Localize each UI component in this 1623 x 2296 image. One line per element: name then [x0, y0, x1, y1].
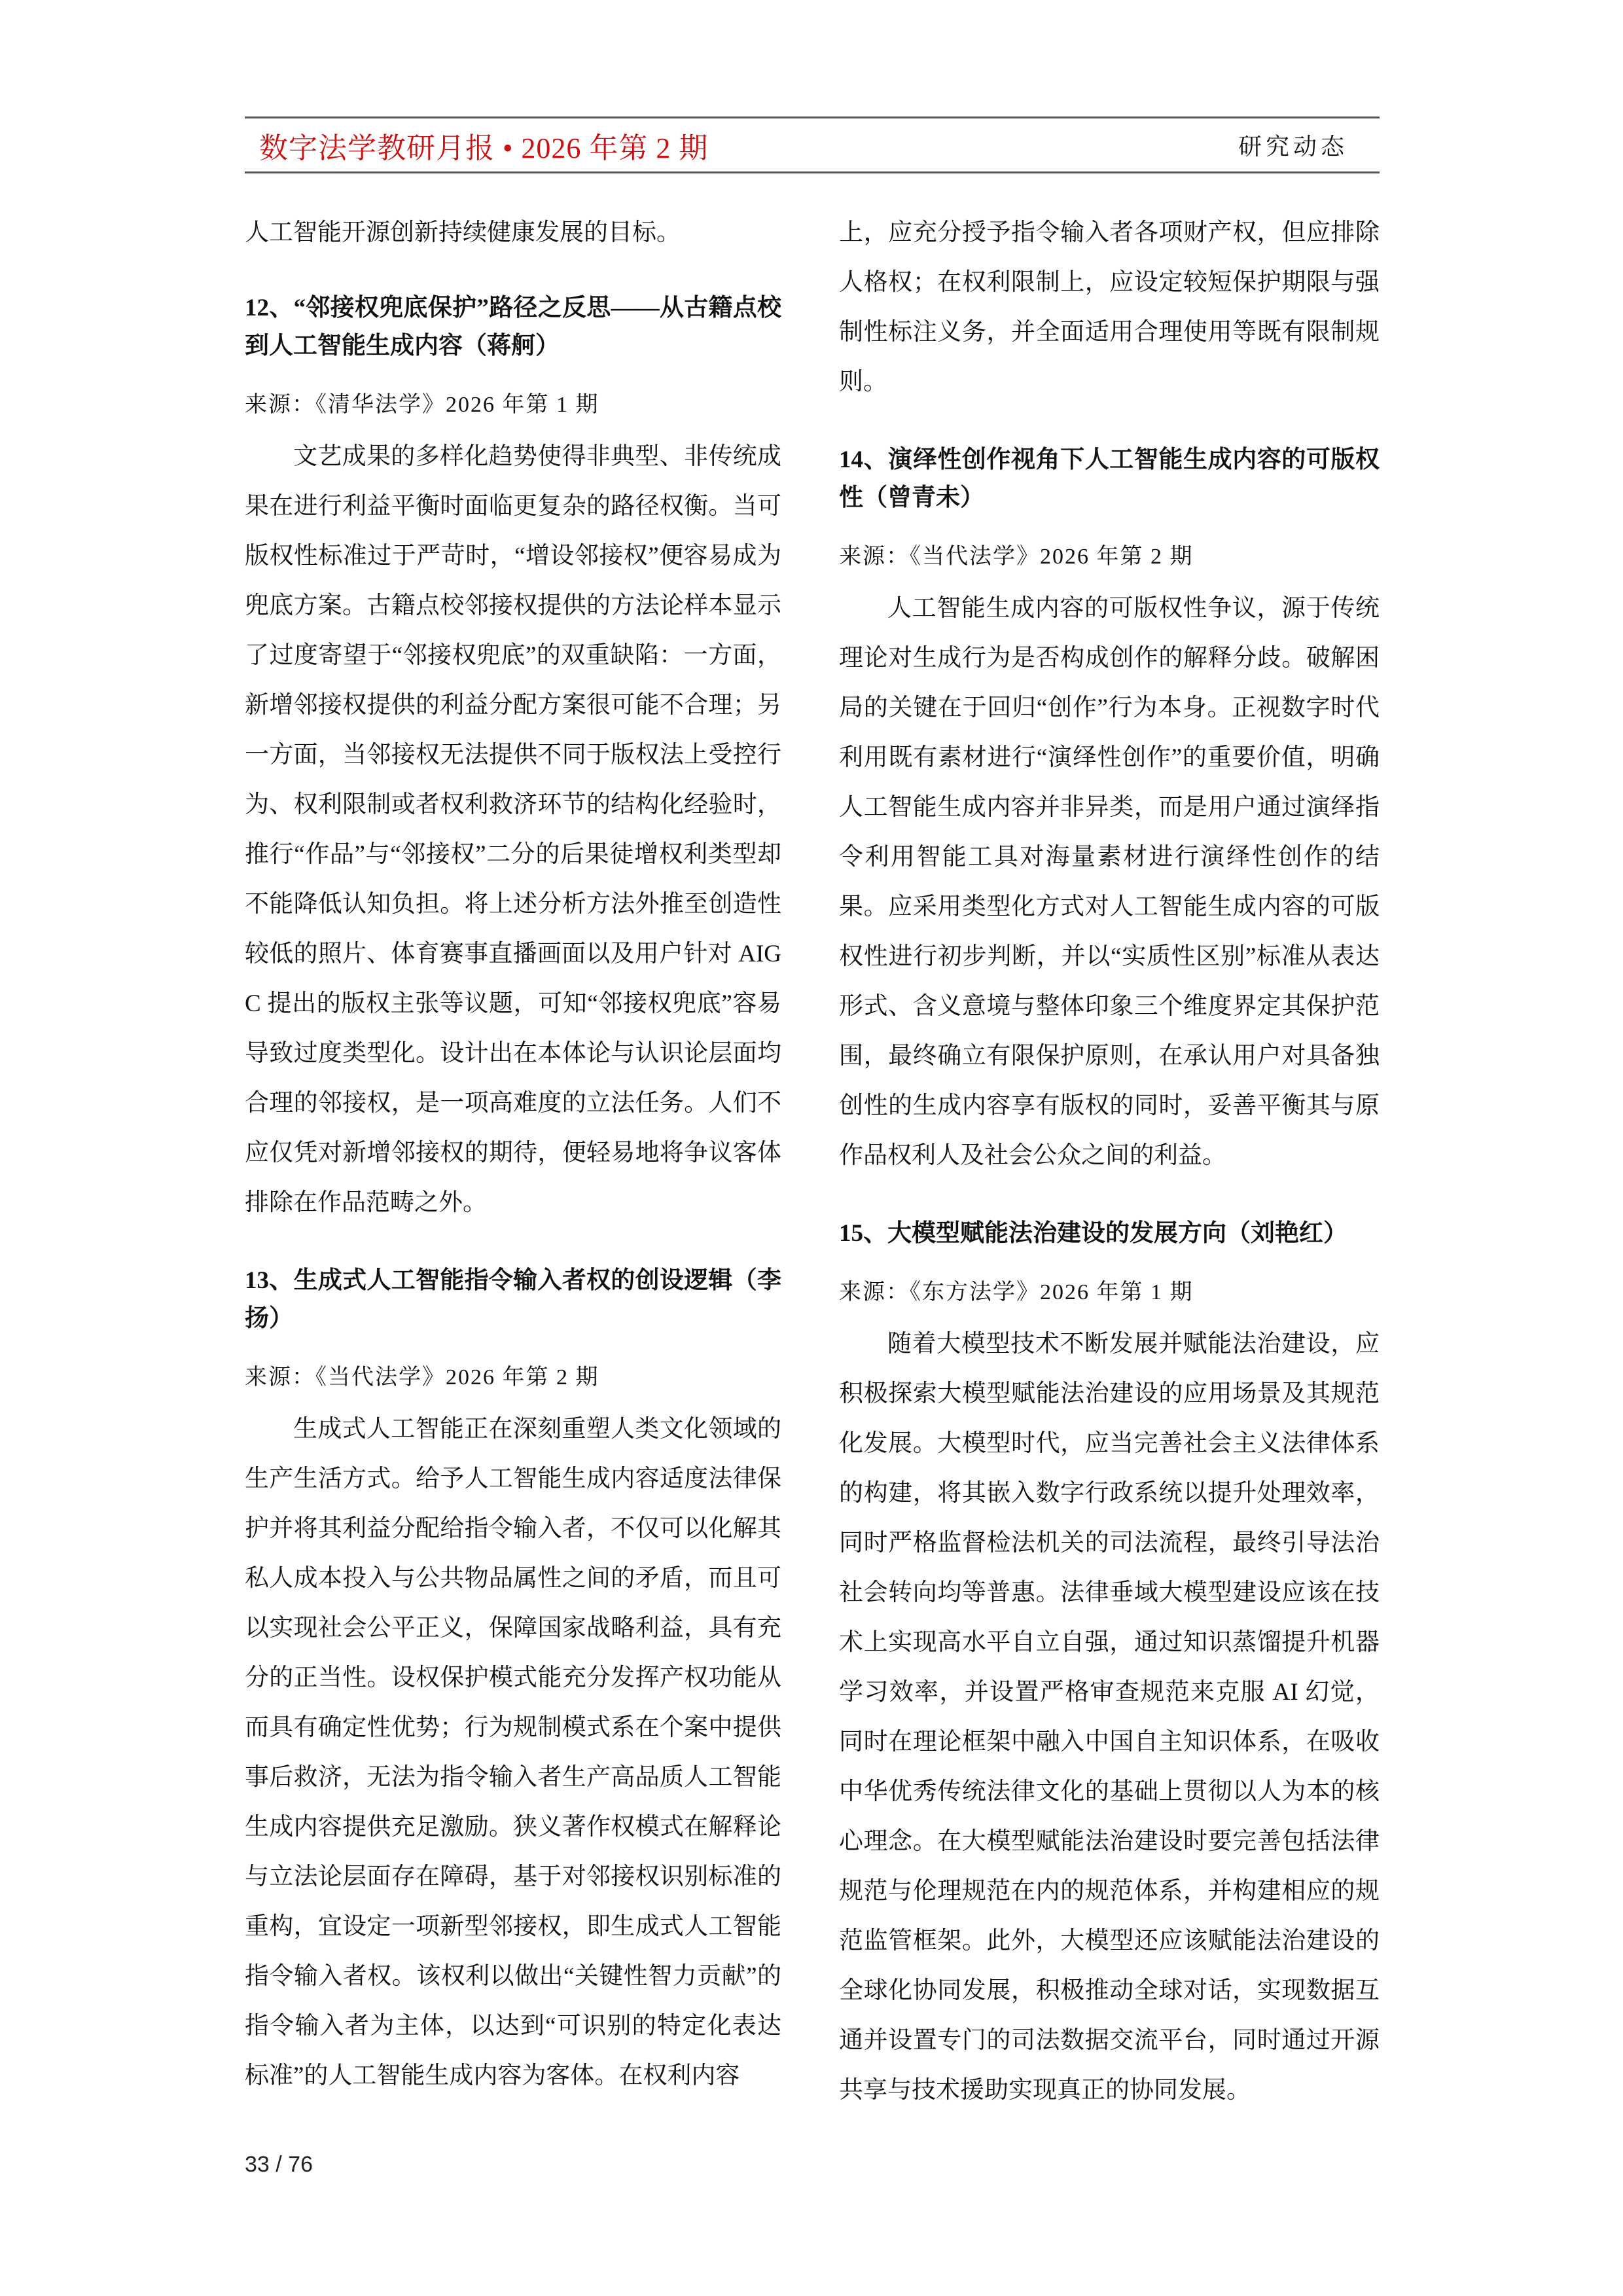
section-label: 研究动态 — [1238, 134, 1348, 160]
header-bottom-rule — [245, 171, 1380, 173]
article-13-title: 13、生成式人工智能指令输入者权的创设逻辑（李扬） — [245, 1267, 781, 1332]
article-12-title: 12、“邻接权兜底保护”路径之反思——从古籍点校到人工智能生成内容（蒋舸） — [245, 295, 781, 359]
article-13-source: 来源：《当代法学》2026 年第 2 期 — [245, 1365, 599, 1390]
article-15-source: 来源：《东方法学》2026 年第 1 期 — [839, 1280, 1194, 1304]
article-13-body: 生成式人工智能正在深刻重塑人类文化领域的生产生活方式。给予人工智能生成内容适度法律保护并将其利益分配给指令输入者，不仅可以化解其私人成本投入与公共物品属性之间的矛盾，而且可以实现社会公平正义，保障国家战略利益，具有充分的正当性。设权保护模式能充分发挥产权功能从而具有确定性优势；行为规制模式系在个案中提供事后救济，无法为指令输入者生产高品质人工智能生成内容提供充足激励。狭义著作权模式在解释论与立法论层面存在障碍，基于对邻接权识别标准的重构，宜设定一项新型邻接权，即生成式人工智能指令输入者权。该权利以做出“关键性智力贡献”的指令输入者为主体，以达到“可识别的特定化表达标准”的人工智能生成内容为客体。在权利内容 — [245, 1416, 781, 2089]
article-12-source: 来源：《清华法学》2026 年第 1 期 — [245, 393, 599, 417]
article-12-body: 文艺成果的多样化趋势使得非典型、非传统成果在进行利益平衡时面临更复杂的路径权衡。当可版权性标准过于严苛时，“增设邻接权”便容易成为兜底方案。古籍点校邻接权提供的方法论样本显示了过度寄望于“邻接权兜底”的双重缺陷：一方面，新增邻接权提供的利益分配方案很可能不合理；另一方面，当邻接权无法提供不同于版权法上受控行为、权利限制或者权利救济环节的结构化经验时，推行“作品”与“邻接权”二分的后果徒增权利类型却不能降低认知负担。将上述分析方法外推至创造性较低的照片、体育赛事直播画面以及用户针对 AIGC 提出的版权主张等议题，可知“邻接权兜底”容易导致过度类型化。设计出在本体论与认识论层面均合理的邻接权，是一项高难度的立法任务。人们不应仅凭对新增邻接权的期待，便轻易地将争议客体排除在作品范畴之外。 — [245, 443, 781, 1216]
article-15-title: 15、大模型赋能法治建设的发展方向（刘艳红） — [839, 1220, 1347, 1247]
page-number: 33 / 76 — [245, 2152, 313, 2177]
continuation-paragraph: 人工智能开源创新持续健康发展的目标。 — [245, 219, 681, 246]
left-column — [245, 208, 781, 2101]
article-14-title: 14、演绎性创作视角下人工智能生成内容的可版权性（曾青未） — [839, 446, 1380, 511]
article-15-body: 随着大模型技术不断发展并赋能法治建设，应积极探索大模型赋能法治建设的应用场景及其规范化发展。大模型时代，应当完善社会主义法律体系的构建，将其嵌入数字行政系统以提升处理效率，同时严格监督检法机关的司法流程，最终引导法治社会转向均等普惠。法律垂域大模型建设应该在技术上实现高水平自立自强，通过知识蒸馏提升机器学习效率，并设置严格审查规范来克服 AI 幻觉，同时在理论框架中融入中国自主知识体系，在吸收中华优秀传统法律文化的基础上贯彻以人为本的核心理念。在大模型赋能法治建设时要完善包括法律规范与伦理规范在内的规范体系，并构建相应的规范监管框架。此外，大模型还应该赋能法治建设的全球化协同发展，积极推动全球对话，实现数据互通并设置专门的司法数据交流平台，同时通过开源共享与技术援助实现真正的协同发展。 — [839, 1331, 1380, 2104]
article-14-body: 人工智能生成内容的可版权性争议，源于传统理论对生成行为是否构成创作的解释分歧。破解困局的关键在于回归“创作”行为本身。正视数字时代利用既有素材进行“演绎性创作”的重要价值，明确人工智能生成内容并非异类，而是用户通过演绎指令利用智能工具对海量素材进行演绎性创作的结果。应采用类型化方式对人工智能生成内容的可版权性进行初步判断，并以“实质性区别”标准从表达形式、含义意境与整体印象三个维度界定其保护范围，最终确立有限保护原则，在承认用户对具备独创性的生成内容享有版权的同时，妥善平衡其与原作品权利人及社会公众之间的利益。 — [839, 595, 1380, 1169]
header-top-rule — [245, 117, 1380, 118]
continuation-paragraph: 上，应充分授予指令输入者各项财产权，但应排除人格权；在权利限制上，应设定较短保护期限与强制性标注义务，并全面适用合理使用等既有限制规则。 — [839, 219, 1380, 395]
article-14-source: 来源：《当代法学》2026 年第 2 期 — [839, 545, 1194, 569]
right-column — [839, 208, 1380, 2115]
publication-title: 数字法学教研月报 • 2026 年第 2 期 — [259, 132, 709, 164]
